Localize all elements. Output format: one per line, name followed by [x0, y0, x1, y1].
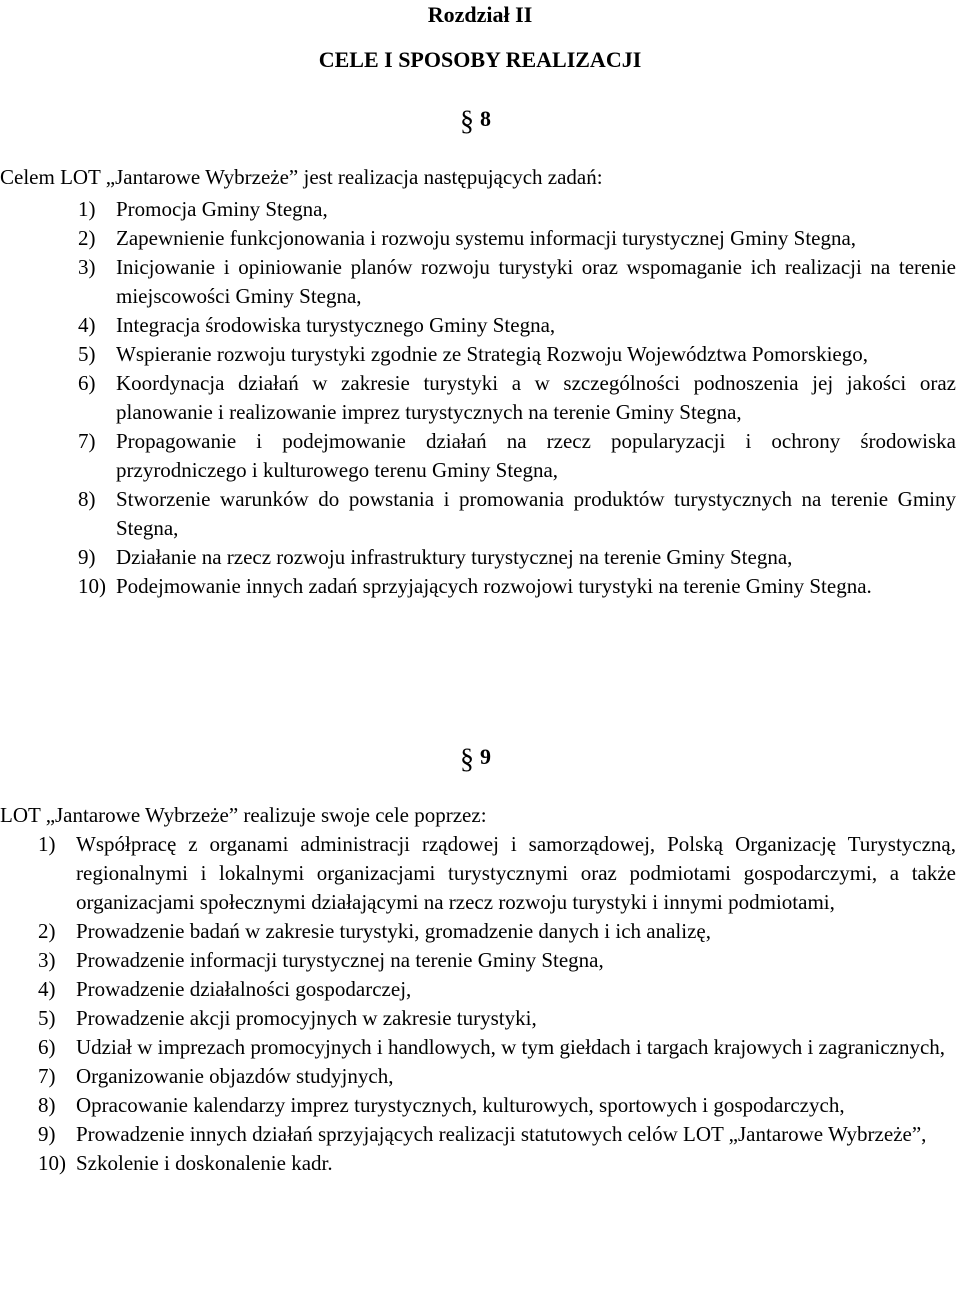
item-text: Udział w imprezach promocyjnych i handlowych, w tym giełdach i targach krajowych i zagranicznych, [76, 1035, 946, 1059]
section-symbol: § [460, 106, 474, 137]
item-text: Koordynacja działań w zakresie turystyki a w szczególności podnoszenia jej jakości oraz planowanie i realizowanie imprez turystycznych na terenie Gminy Stegna, [116, 371, 956, 424]
item-text: Integracja środowiska turystycznego Gminy Stegna, [116, 313, 556, 337]
item-text: Wspieranie rozwoju turystyki zgodnie ze Strategią Rozwoju Województwa Pomorskiego, [116, 342, 868, 366]
item-text: Promocja Gminy Stegna, [116, 197, 328, 221]
list-item [38, 975, 956, 1004]
section-9-intro: LOT „Jantarowe Wybrzeże” realizuje swoje cele poprzez: [0, 803, 487, 827]
item-number: 8) [78, 487, 96, 511]
item-number: 1) [38, 832, 56, 856]
list-item [78, 485, 956, 543]
item-number: 3) [38, 948, 56, 972]
item-text: Prowadzenie badań w zakresie turystyki, gromadzenie danych i ich analizę, [76, 919, 711, 943]
item-number: 2) [38, 919, 56, 943]
item-text: Podejmowanie innych zadań sprzyjających rozwojowi turystyki na terenie Gminy Stegna. [116, 574, 872, 598]
item-number: 7) [78, 429, 96, 453]
item-number: 10) [38, 1151, 66, 1175]
section-8-list [78, 195, 956, 601]
item-text: Stworzenie warunków do powstania i promowania produktów turystycznych na terenie Gminy Stegna, [116, 487, 956, 540]
section-8-intro: Celem LOT „Jantarowe Wybrzeże” jest realizacja następujących zadań: [0, 165, 603, 189]
item-text: Działanie na rzecz rozwoju infrastruktury turystycznej na terenie Gminy Stegna, [116, 545, 793, 569]
item-text: Prowadzenie akcji promocyjnych w zakresie turystyki, [76, 1006, 537, 1030]
item-number: 8) [38, 1093, 56, 1117]
list-item [78, 427, 956, 485]
section-8-heading [460, 104, 491, 136]
item-number: 7) [38, 1064, 56, 1088]
list-item [78, 224, 956, 253]
section-symbol: § [460, 744, 474, 775]
chapter-number: Rozdział II [427, 2, 533, 27]
item-text: Prowadzenie innych działań sprzyjających realizacji statutowych celów LOT „Jantarowe Wybrzeże”, [76, 1122, 927, 1146]
item-number: 9) [78, 545, 96, 569]
list-item [38, 1120, 956, 1149]
item-number: 9) [38, 1122, 56, 1146]
item-text: Organizowanie objazdów studyjnych, [76, 1064, 394, 1088]
item-text: Inicjowanie i opiniowanie planów rozwoju turystyki oraz wspomaganie ich realizacji na terenie miejscowości Gminy Stegna, [116, 255, 956, 308]
list-item [38, 917, 956, 946]
section-number: 9 [480, 744, 491, 769]
item-text: Szkolenie i doskonalenie kadr. [76, 1151, 333, 1175]
list-item [78, 253, 956, 311]
list-item [78, 340, 956, 369]
item-number: 5) [78, 342, 96, 366]
list-item [78, 311, 956, 340]
item-number: 2) [78, 226, 96, 250]
item-number: 3) [78, 255, 96, 279]
list-item [38, 1062, 956, 1091]
item-number: 5) [38, 1006, 56, 1030]
list-item [38, 946, 956, 975]
item-text: Zapewnienie funkcjonowania i rozwoju systemu informacji turystycznej Gminy Stegna, [116, 226, 857, 250]
list-item [78, 369, 956, 427]
list-item [38, 830, 956, 917]
list-item [78, 572, 956, 601]
item-number: 1) [78, 197, 96, 221]
item-number: 6) [38, 1035, 56, 1059]
item-number: 6) [78, 371, 96, 395]
section-number: 8 [480, 106, 491, 131]
chapter-title: CELE I SPOSOBY REALIZACJI [318, 47, 642, 72]
item-number: 10) [78, 574, 106, 598]
item-text: Opracowanie kalendarzy imprez turystycznych, kulturowych, sportowych i gospodarczych, [76, 1093, 845, 1117]
list-item [38, 1149, 956, 1178]
list-item [38, 1091, 956, 1120]
list-item [78, 543, 956, 572]
list-item [78, 195, 956, 224]
item-text: Prowadzenie informacji turystycznej na terenie Gminy Stegna, [76, 948, 604, 972]
item-text: Prowadzenie działalności gospodarczej, [76, 977, 412, 1001]
item-text: Współpracę z organami administracji rządowej i samorządowej, Polską Organizację Turystyczną, regionalnymi i lokalnymi organizacjami turystycznymi oraz podmiotami gospodarczymi, a także organizacjami społecznymi działającymi na rzecz rozwoju turystyki i innymi podmiotami, [76, 832, 956, 914]
item-text: Propagowanie i podejmowanie działań na rzecz popularyzacji i ochrony środowiska przyrodniczego i kulturowego terenu Gminy Stegna, [116, 429, 956, 482]
section-9-heading [460, 742, 491, 774]
list-item [38, 1004, 956, 1033]
section-9-list [38, 830, 956, 1178]
item-number: 4) [38, 977, 56, 1001]
item-number: 4) [78, 313, 96, 337]
list-item [38, 1033, 956, 1062]
